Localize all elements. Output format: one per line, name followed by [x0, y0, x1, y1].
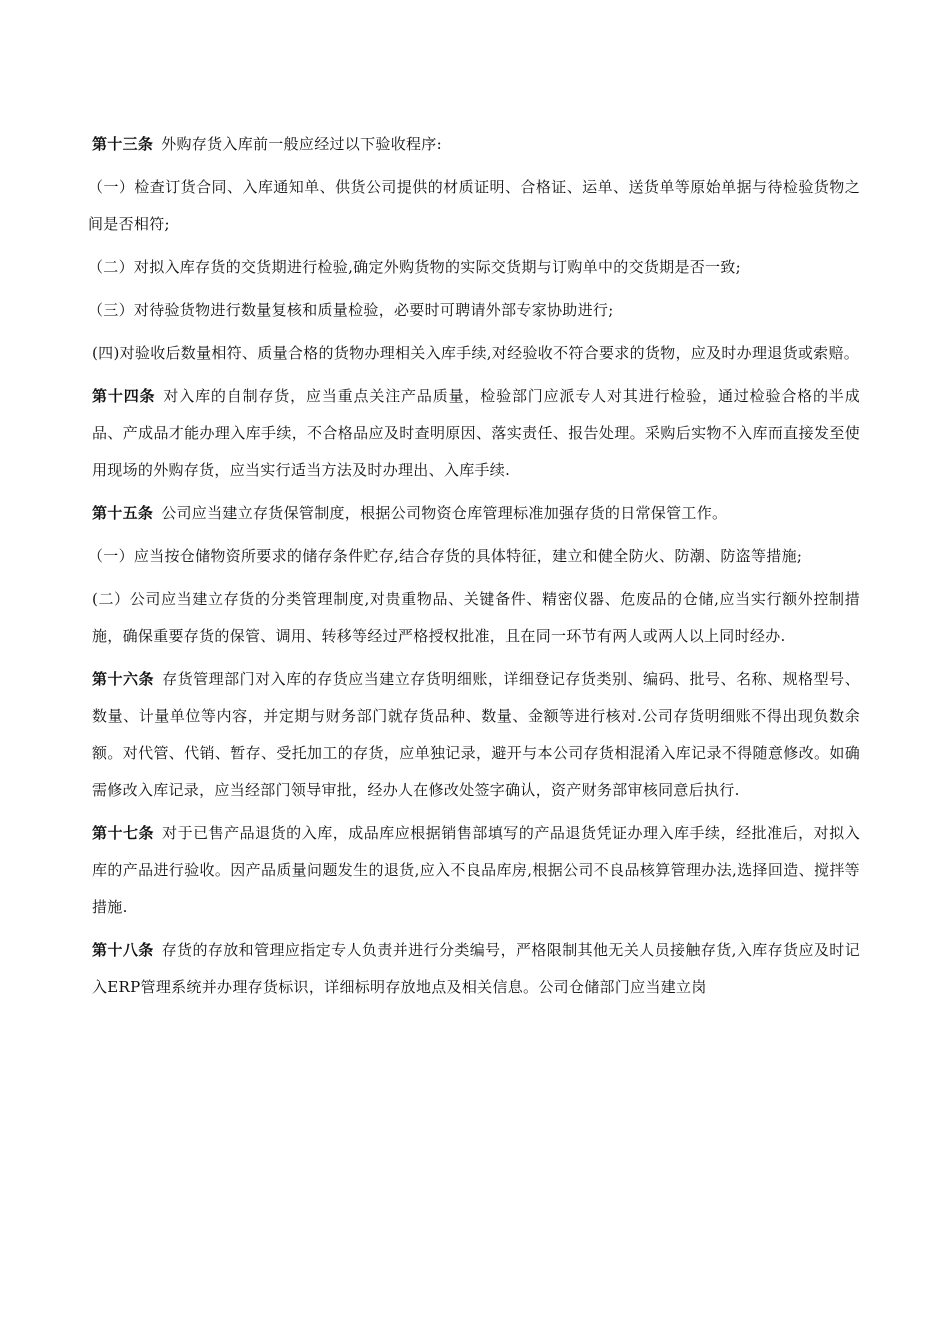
- article-13-item-2-text: （二）对拟入库存货的交货期进行检验,确定外购货物的实际交货期与订购单中的交货期是否一致;: [88, 258, 742, 276]
- article-18-text: 存货的存放和管理应指定专人负责并进行分类编号，严格限制其他无关人员接触存货,入库存货应及时记入ERP管理系统并办理存货标识，详细标明存放地点及相关信息。公司仓储部门应当建立岗: [92, 941, 861, 996]
- article-16-heading: 第十六条: [92, 670, 155, 688]
- article-14-paragraph: [92, 378, 860, 489]
- article-13-item-3-text: （三）对待验货物进行数量复核和质量检验，必要时可聘请外部专家协助进行;: [88, 301, 614, 319]
- article-13-paragraph: [92, 126, 860, 163]
- article-17-paragraph: [92, 815, 860, 926]
- article-18-paragraph: [92, 932, 860, 1006]
- article-18-heading: 第十八条: [92, 941, 154, 959]
- article-13-item-4-text: (四)对验收后数量相符、质量合格的货物办理相关入库手续,对经验收不符合要求的货物，应及时办理退货或索赔。: [92, 344, 860, 362]
- article-14-text: 对入库的自制存货，应当重点关注产品质量，检验部门应派专人对其进行检验，通过检验合格的半成品、产成品才能办理入库手续，不合格品应及时查明原因、落实责任、报告处理。采购后实物不入库而直接发至使用现场的外购存货，应当实行适当方法及时办理出、入库手续.: [92, 387, 860, 479]
- article-17-text: 对于已售产品退货的入库，成品库应根据销售部填写的产品退货凭证办理入库手续，经批准后，对拟入库的产品进行验收。因产品质量问题发生的退货,应入不良品库房,根据公司不良品核算管理办法,选择回造、搅拌等措施.: [92, 824, 860, 916]
- article-15-text: 公司应当建立存货保管制度，根据公司物资仓库管理标准加强存货的日常保管工作。: [161, 504, 728, 522]
- article-15-item-1-text: （一）应当按仓储物资所要求的储存条件贮存,结合存货的具体特征，建立和健全防火、防潮、防盗等措施;: [88, 547, 803, 565]
- article-16-text: 存货管理部门对入库的存货应当建立存货明细账，详细登记存货类别、编码、批号、名称、规格型号、数量、计量单位等内容，并定期与财务部门就存货品种、数量、金额等进行核对.公司存货明细账不得出现负数余额。对代管、代销、暂存、受托加工的存货，应单独记录，避开与本公司存货相混淆入库记录不得随意修改。如确需修改入库记录，应当经部门领导审批，经办人在修改处签字确认，资产财务部审核同意后执行.: [92, 670, 860, 799]
- article-14-heading: 第十四条: [92, 387, 156, 405]
- article-15-paragraph: [92, 495, 860, 532]
- article-13-item-4: [92, 335, 860, 372]
- article-13-item-3: [88, 292, 860, 329]
- article-13-text: 外购存货入库前一般应经过以下验收程序:: [161, 135, 442, 153]
- article-15-item-1: [88, 538, 860, 575]
- article-13-item-1: [88, 169, 860, 243]
- article-15-item-2: [92, 581, 860, 655]
- article-15-item-2-text: (二）公司应当建立存货的分类管理制度,对贵重物品、关键备件、精密仪器、危废品的仓储,应当实行额外控制措施，确保重要存货的保管、调用、转移等经过严格授权批准，且在同一环节有两人或两人以上同时经办.: [92, 590, 860, 645]
- article-13-heading: 第十三条: [92, 135, 154, 153]
- article-13-item-2: [88, 249, 860, 286]
- document-page: [88, 126, 861, 1012]
- article-17-heading: 第十七条: [92, 824, 155, 842]
- article-16-paragraph: [92, 661, 860, 809]
- article-15-heading: 第十五条: [92, 504, 154, 522]
- article-13-item-1-text: （一）检查订货合同、入库通知单、供货公司提供的材质证明、合格证、运单、送货单等原始单据与待检验货物之间是否相符;: [88, 178, 860, 233]
